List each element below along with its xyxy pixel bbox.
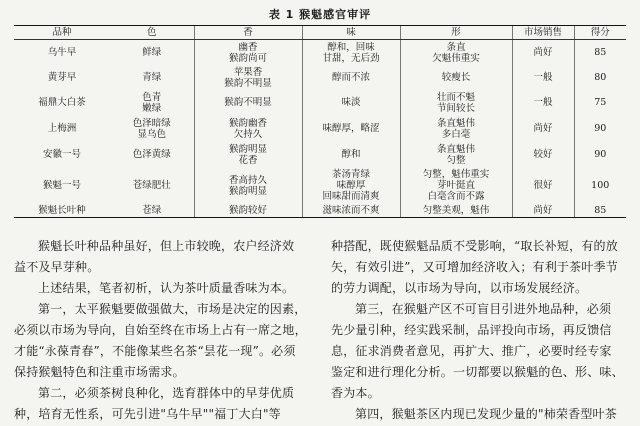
header-taste: 味 <box>302 26 400 40</box>
cell-line: 条直 <box>446 41 466 53</box>
text-line: 第二，必须茶树良种化，选育群体中的早芽优质 <box>38 386 295 400</box>
cell-line: 欠持久 <box>233 128 263 140</box>
cell-line: 芽叶挺直 <box>436 180 475 191</box>
cell-taste <box>302 168 400 204</box>
cell-variety <box>14 142 110 168</box>
cell-shape <box>400 40 512 66</box>
cell-line: 甘甜，无后劲 <box>322 52 380 64</box>
cell-line: 猴韵明显 <box>228 143 267 155</box>
cell-line: 福鼎大白茶 <box>38 97 86 108</box>
table-row <box>14 168 626 204</box>
cell-line: 匀整美观，魁伟 <box>422 204 490 216</box>
cell-market: 尚好 <box>512 204 574 218</box>
cell-market: 尚好 <box>512 116 574 142</box>
cell-line: 猴魁一号 <box>42 180 81 191</box>
cell-aroma <box>194 168 302 204</box>
text-line: 必须以市场为导向，自始至终在市场上占有一席之地， <box>14 323 307 337</box>
cell-line: 色泽暗绿 <box>132 117 171 129</box>
text-line: 的劳力调配，以市场为导向，以市场发展经济。 <box>331 281 588 295</box>
cell-line: 鲜绿 <box>142 47 162 59</box>
cell-line: 色泽黄绿 <box>132 149 171 160</box>
cell-line: 回味甜而清爽 <box>322 191 380 202</box>
table-row <box>14 66 626 90</box>
cell-aroma <box>194 116 302 142</box>
cell-line: 黄芽早 <box>47 72 77 83</box>
cell-color <box>110 116 194 142</box>
cell-shape <box>400 142 512 168</box>
cell-line: 欠魁伟重实 <box>432 52 480 64</box>
table-row <box>14 204 626 218</box>
table-row <box>14 90 626 116</box>
cell-line: 多白毫 <box>441 128 471 140</box>
cell-line: 猴韵幽香 <box>228 117 267 129</box>
cell-line: 香高持久 <box>228 174 267 186</box>
cell-taste <box>302 40 400 66</box>
cell-variety <box>14 204 110 218</box>
table-caption: 表 1 猴魁感官审评 <box>268 8 372 21</box>
cell-line: 条直魁伟 <box>436 143 475 155</box>
cell-line: 匀整，魁伟重实 <box>422 169 490 180</box>
cell-shape <box>400 66 512 90</box>
cell-shape <box>400 204 512 218</box>
cell-line: 显乌色 <box>137 128 166 140</box>
cell-line: 味醇厚 <box>336 180 366 191</box>
cell-variety <box>14 66 110 90</box>
text-line: 猴魁长叶种品种虽好，但上市较晚，农户经济效 <box>38 239 295 253</box>
cell-taste <box>302 90 400 116</box>
cell-market: 一般 <box>512 90 574 116</box>
cell-line: 壮而不魁 <box>436 91 475 103</box>
text-line: 第三，在猴魁产区不可盲目引进外地品种，必须 <box>355 302 612 316</box>
text-line: 第一，太平猴魁要做强做大，市场是决定的因素， <box>38 302 307 316</box>
cell-aroma <box>194 90 302 116</box>
cell-shape <box>400 90 512 116</box>
cell-line: 猴魁长叶种 <box>38 204 86 216</box>
cell-line: 青绿 <box>142 72 162 83</box>
cell-color <box>110 204 194 218</box>
cell-line: 较瘦长 <box>441 72 471 83</box>
text-line: 种搭配，既使猴魁品质不受影响，“取长补短，有的放 <box>331 239 618 253</box>
cell-line: 花香 <box>238 154 258 166</box>
cell-line: 醇和 <box>341 149 361 160</box>
cell-variety <box>14 168 110 204</box>
cell-line: 安徽一号 <box>42 149 81 160</box>
header-variety: 品种 <box>14 26 110 40</box>
sensory-evaluation-table <box>14 25 626 218</box>
cell-line: 猴韵不明显 <box>224 77 272 89</box>
cell-taste <box>302 204 400 218</box>
cell-score: 90 <box>574 142 626 168</box>
cell-line: 上梅洲 <box>47 123 77 134</box>
cell-line: 味淡 <box>341 97 361 108</box>
cell-line: 猴韵尚可 <box>228 52 267 64</box>
cell-aroma <box>194 66 302 90</box>
cell-variety <box>14 40 110 66</box>
text-line: 矢，有效引进”，又可增加经济收入；有利于茶叶季节 <box>331 260 618 274</box>
cell-score: 100 <box>574 168 626 204</box>
cell-shape <box>400 116 512 142</box>
cell-color <box>110 142 194 168</box>
text-line: 才能“永葆青春”，不能像某些名茶“昙花一现”。必须 <box>14 344 296 358</box>
cell-color <box>110 168 194 204</box>
cell-variety <box>14 90 110 116</box>
cell-line: 苹果香 <box>233 66 263 78</box>
cell-line: 苍绿 <box>142 204 162 216</box>
table-header-row <box>14 26 626 40</box>
cell-line: 白毫含而不露 <box>427 191 485 202</box>
header-score: 得分 <box>574 26 626 40</box>
cell-aroma <box>194 40 302 66</box>
cell-color <box>110 90 194 116</box>
cell-line: 猴韵较好 <box>228 204 267 216</box>
header-aroma: 香 <box>194 26 302 40</box>
text-line: 益不及早芽种。 <box>14 260 100 274</box>
text-line: 种，培育无性系，可先引进"乌牛早""福丁大白"等 <box>14 407 281 421</box>
cell-color <box>110 40 194 66</box>
cell-line: 滋味浓而不爽 <box>322 204 380 216</box>
cell-line: 条直魁伟 <box>436 117 475 129</box>
cell-line: 乌牛早 <box>47 47 77 59</box>
cell-score: 75 <box>574 90 626 116</box>
cell-market: 一般 <box>512 66 574 90</box>
cell-line: 猴韵明显 <box>228 185 267 197</box>
cell-aroma <box>194 142 302 168</box>
text-line: 先少量引种，经实践采制，品评投向市场，再反馈信 <box>331 323 612 337</box>
text-line: 鉴定和进行理化分析。一切都要以猴魁的色、形、味、 <box>331 365 624 379</box>
cell-line: 苍绿肥壮 <box>132 180 171 191</box>
cell-taste <box>302 66 400 90</box>
cell-line: 醇和，回味 <box>327 41 375 53</box>
cell-line: 色青 <box>142 91 162 103</box>
header-color: 色 <box>110 26 194 40</box>
cell-color <box>110 66 194 90</box>
table-row <box>14 116 626 142</box>
table-row <box>14 40 626 66</box>
cell-score: 85 <box>574 40 626 66</box>
cell-taste <box>302 116 400 142</box>
cell-shape <box>400 168 512 204</box>
left-text-column <box>14 236 314 425</box>
text-line: 保持猴魁特色和注重市场需求。 <box>14 365 185 379</box>
cell-market: 较好 <box>512 142 574 168</box>
text-line: 第四，猴魁茶区内现已发现少量的"柿荣香型叶茶 <box>355 407 617 421</box>
cell-score: 85 <box>574 204 626 218</box>
right-text-column <box>331 236 631 425</box>
cell-line: 猴韵不明显 <box>224 97 272 108</box>
cell-line: 幽香 <box>238 41 258 53</box>
header-shape: 形 <box>400 26 512 40</box>
text-line: 香为本。 <box>331 386 380 400</box>
cell-line: 嫩绿 <box>142 102 162 114</box>
text-line: 上述结果，笔者初析，认为茶叶质量香味为本。 <box>38 281 295 295</box>
cell-variety <box>14 116 110 142</box>
cell-line: 茶汤青绿 <box>331 169 370 180</box>
header-market: 市场销售 <box>512 26 574 40</box>
cell-line: 匀整 <box>446 154 466 166</box>
cell-line: 味醇厚，略涩 <box>322 123 380 134</box>
cell-market: 很好 <box>512 168 574 204</box>
cell-score: 90 <box>574 116 626 142</box>
cell-score: 80 <box>574 66 626 90</box>
cell-aroma <box>194 204 302 218</box>
cell-line: 醇而不浓 <box>331 72 370 83</box>
table-row <box>14 142 626 168</box>
cell-line: 节间较长 <box>436 102 475 114</box>
cell-market: 尚好 <box>512 40 574 66</box>
cell-taste <box>302 142 400 168</box>
text-line: 息，征求消费者意见，再扩大、推广，必要时经专家 <box>331 344 612 358</box>
